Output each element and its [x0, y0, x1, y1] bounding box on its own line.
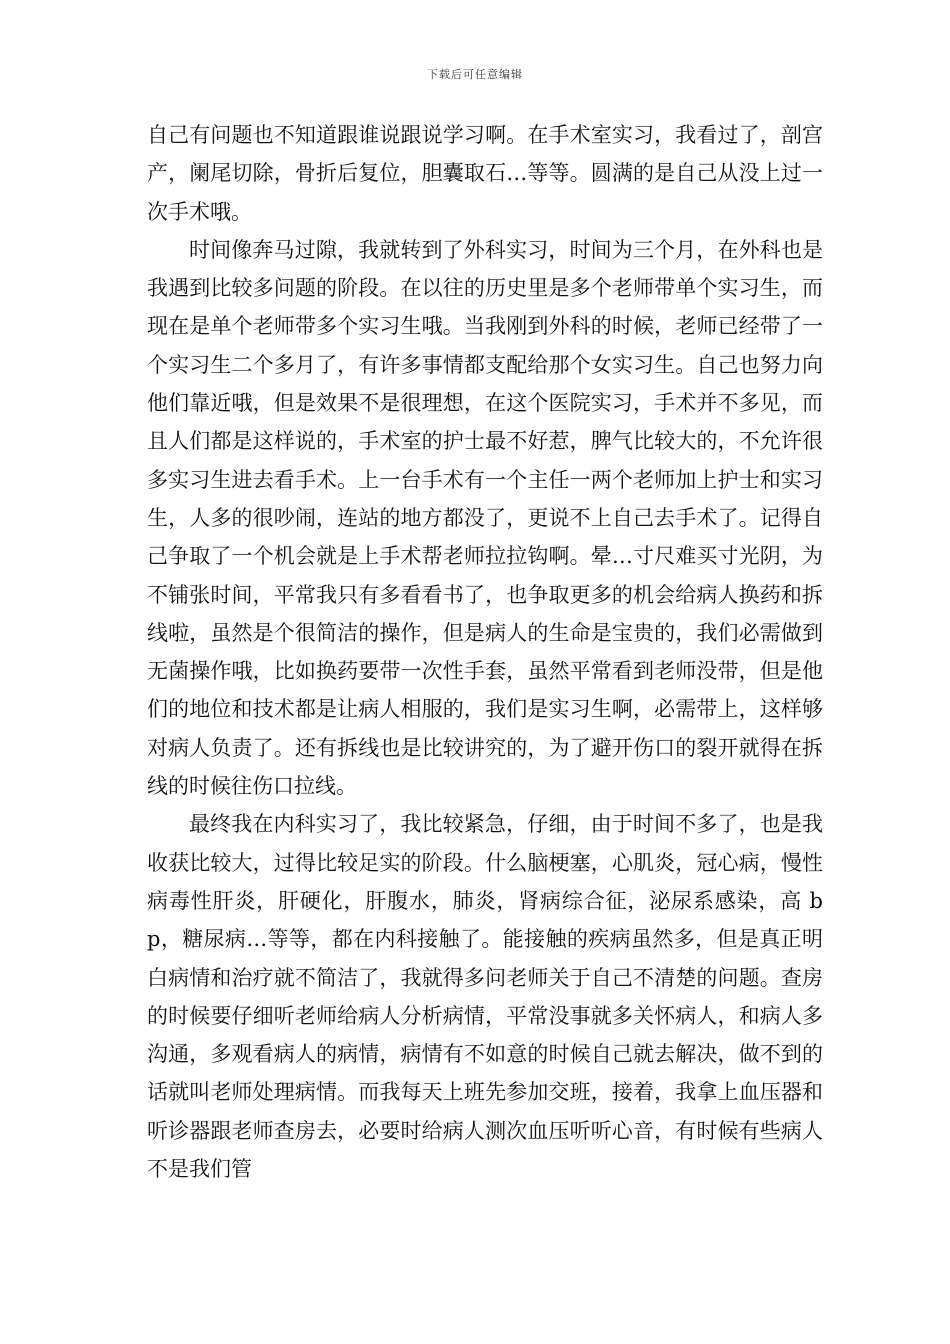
paragraph-3: 最终我在内科实习了，我比较紧急，仔细，由于时间不多了，也是我收获比较大，过得比较足实的阶段。什么脑梗塞，心肌炎，冠心病，慢性病毒性肝炎，肝硬化，肝腹水，肺炎，肾病综合征，泌尿系感染，高 bp，糖尿病…等等，都在内科接触了。能接触的疾病虽然多，但是真正明白病情和治疗就不简洁了，我就得多问老师关于自己不清楚的问题。查房的时候要仔细听老师给病人分析病情，平常没事就多关怀病人，和病人多沟通，多观看病人的病情，病情有不如意的时候自己就去解决，做不到的话就叫老师处理病情。而我每天上班先参加交班，接着，我拿上血压器和听诊器跟老师查房去，必要时给病人测次血压听听心音，有时候有些病人不是我们管	[147, 812, 823, 1182]
paragraph-1: 自己有问题也不知道跟谁说跟说学习啊。在手术室实习，我看过了，剖宫产，阑尾切除，骨折后复位，胆囊取石…等等。圆满的是自己从没上过一次手术哦。	[147, 123, 823, 224]
body-text	[147, 116, 823, 1188]
header-note: 下载后可任意编辑	[427, 68, 523, 81]
paragraph-2: 时间像奔马过隙，我就转到了外科实习，时间为三个月，在外科也是我遇到比较多问题的阶段。在以往的历史里是多个老师带单个实习生，而现在是单个老师带多个实习生哦。当我刚到外科的时候，老师已经带了一个实习生二个多月了，有许多事情都支配给那个女实习生。自己也努力向他们靠近哦，但是效果不是很理想，在这个医院实习，手术并不多见，而且人们都是这样说的，手术室的护士最不好惹，脾气比较大的，不允许很多实习生进去看手术。上一台手术有一个主任一两个老师加上护士和实习生，人多的很吵闹，连站的地方都没了，更说不上自己去手术了。记得自己争取了一个机会就是上手术帮老师拉拉钩啊。晕…寸尺难买寸光阴，为不铺张时间，平常我只有多看看书了，也争取更多的机会给病人换药和拆线啦，虽然是个很简洁的操作，但是病人的生命是宝贵的，我们必需做到无菌操作哦，比如换药要带一次性手套，虽然平常看到老师没带，但是他们的地位和技术都是让病人相服的，我们是实习生啊，必需带上，这样够对病人负责了。还有拆线也是比较讲究的，为了避开伤口的裂开就得在拆线的时候往伤口拉线。	[147, 237, 823, 799]
